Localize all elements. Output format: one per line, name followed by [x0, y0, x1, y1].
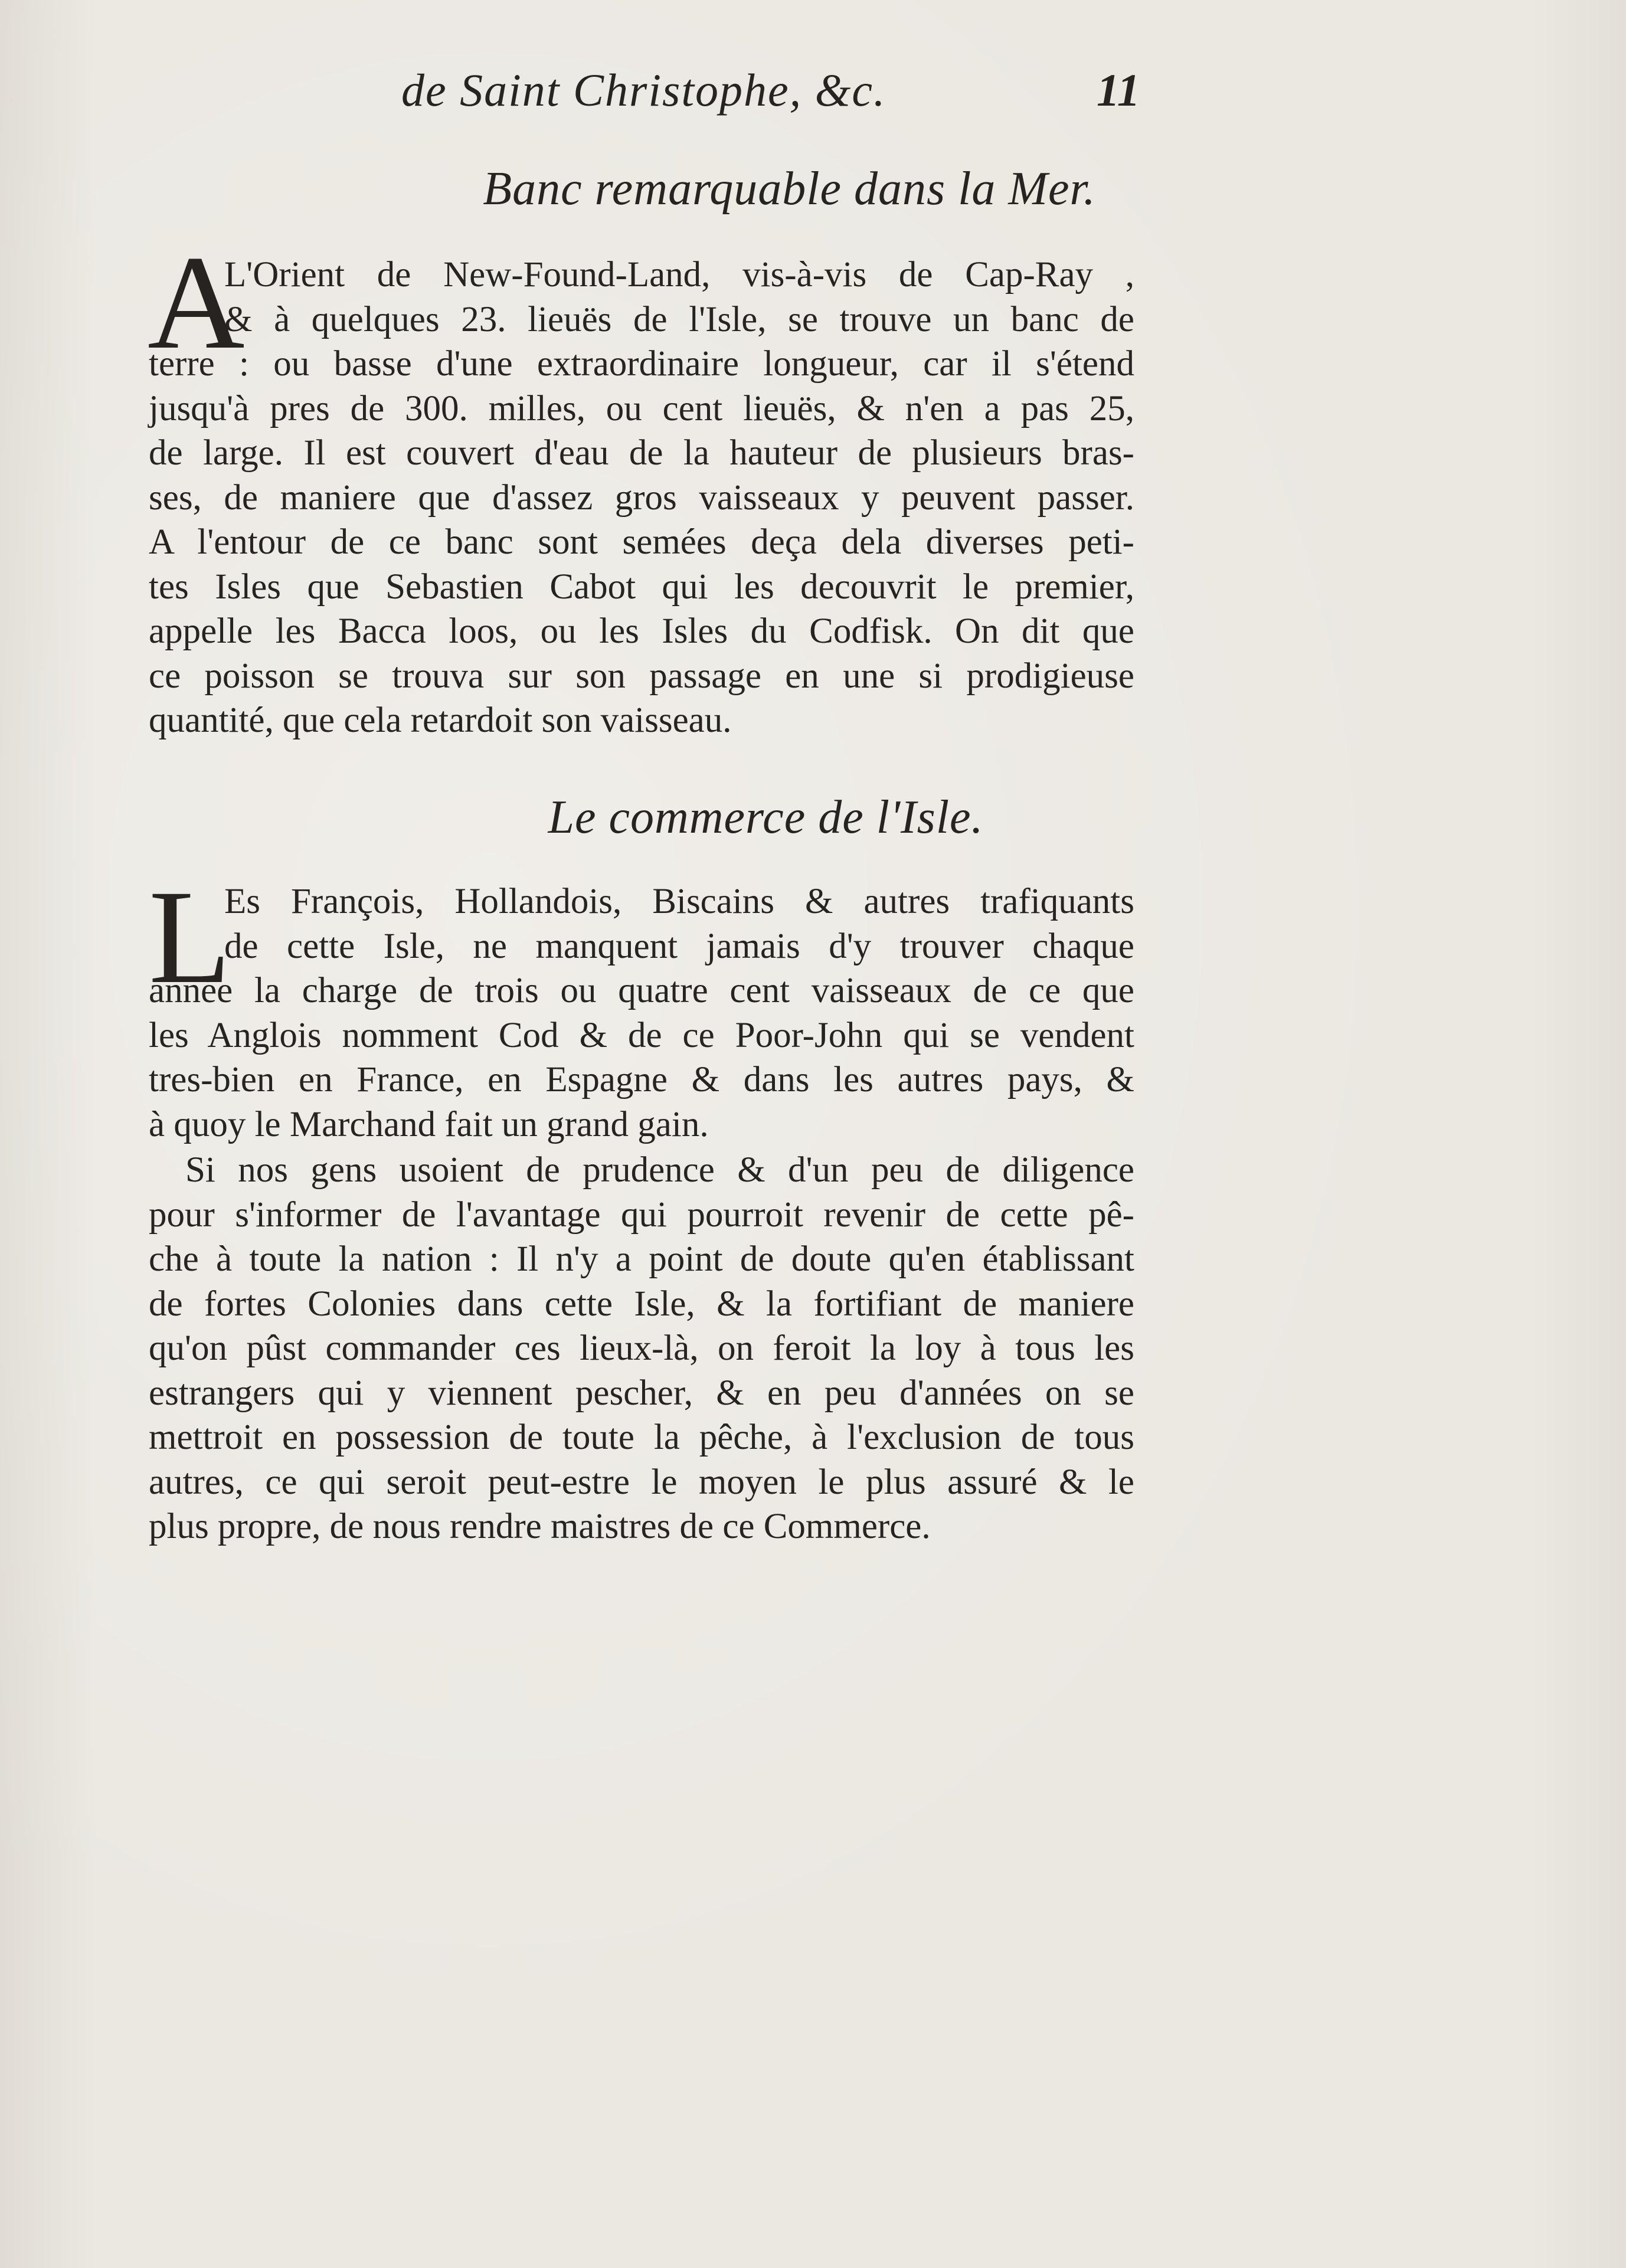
drop-cap-l: L [149, 863, 231, 1012]
text-line: qu'on pûst commander ces lieux-là, on feroit la loy à tous les [149, 1328, 1134, 1368]
text-line: Es François, Hollandois, Biscains & autres trafiquants [224, 882, 1134, 921]
drop-cap-a: A [148, 228, 245, 377]
text-line: pour s'informer de l'avantage qui pourroit revenir de cette pê- [149, 1194, 1134, 1235]
text-line: quantité, que cela retardoit son vaisseau. [149, 701, 732, 740]
text-line: Si nos gens usoient de prudence & d'un peu de diligence [185, 1150, 1134, 1190]
text-line: ses, de maniere que d'assez gros vaisseaux y peuvent passer. [149, 477, 1134, 518]
text-line: tres-bien en France, en Espagne & dans les autres pays, & [149, 1060, 1134, 1099]
text-line: ce poisson se trouva sur son passage en une si prodigieuse [149, 656, 1134, 696]
section-heading-banc: Banc remarquable dans la Mer. [483, 163, 1096, 215]
text-line: mettroit en possession de toute la pêche, à l'exclusion de tous [149, 1418, 1134, 1457]
text-line: année la charge de trois ou quatre cent vaisseaux de ce que [149, 971, 1134, 1010]
text-line: plus propre, de nous rendre maistres de ce Commerce. [149, 1507, 931, 1546]
text-line: che à toute la nation : Il n'y a point de doute qu'en établissant [149, 1239, 1134, 1279]
text-line: terre : ou basse d'une extraordinaire longueur, car il s'étend [149, 344, 1134, 384]
paragraph-colonies [149, 1148, 1134, 1549]
text-line: de fortes Colonies dans cette Isle, & la fortifiant de maniere [149, 1284, 1134, 1324]
text-line: tes Isles que Sebastien Cabot qui les decouvrit le premier, [149, 567, 1134, 607]
section-heading-commerce: Le commerce de l'Isle. [548, 791, 984, 843]
text-line: les Anglois nomment Cod & de ce Poor-John qui se vendent [149, 1015, 1134, 1055]
text-line: estrangers qui y viennent pescher, & en peu d'années on se [149, 1373, 1134, 1413]
running-head [0, 64, 1626, 129]
text-line: autres, ce qui seroit peut-estre le moyen le plus assuré & le [149, 1462, 1134, 1502]
text-line: & à quelques 23. lieuës de l'Isle, se trouve un banc de [224, 299, 1134, 339]
paragraph-commerce [149, 863, 1134, 1147]
page-number: 11 [1097, 64, 1140, 116]
text-line: de large. Il est couvert d'eau de la hauteur de plusieurs bras- [149, 433, 1134, 473]
running-head-title: de Saint Christophe, &c. [401, 64, 886, 116]
text-line: de cette Isle, ne manquent jamais d'y trouver chaque [224, 926, 1134, 966]
text-line: jusqu'à pres de 300. milles, ou cent lieuës, & n'en a pas 25, [149, 388, 1134, 428]
paragraph-banc [149, 253, 1134, 743]
text-line: appelle les Bacca loos, ou les Isles du Codfisk. On dit que [149, 611, 1134, 651]
text-line: L'Orient de New-Found-Land, vis-à-vis de Cap-Ray , [224, 255, 1134, 294]
text-line: à quoy le Marchand fait un grand gain. [149, 1104, 709, 1144]
text-line: A l'entour de ce banc sont semées deça dela diverses peti- [149, 522, 1134, 562]
